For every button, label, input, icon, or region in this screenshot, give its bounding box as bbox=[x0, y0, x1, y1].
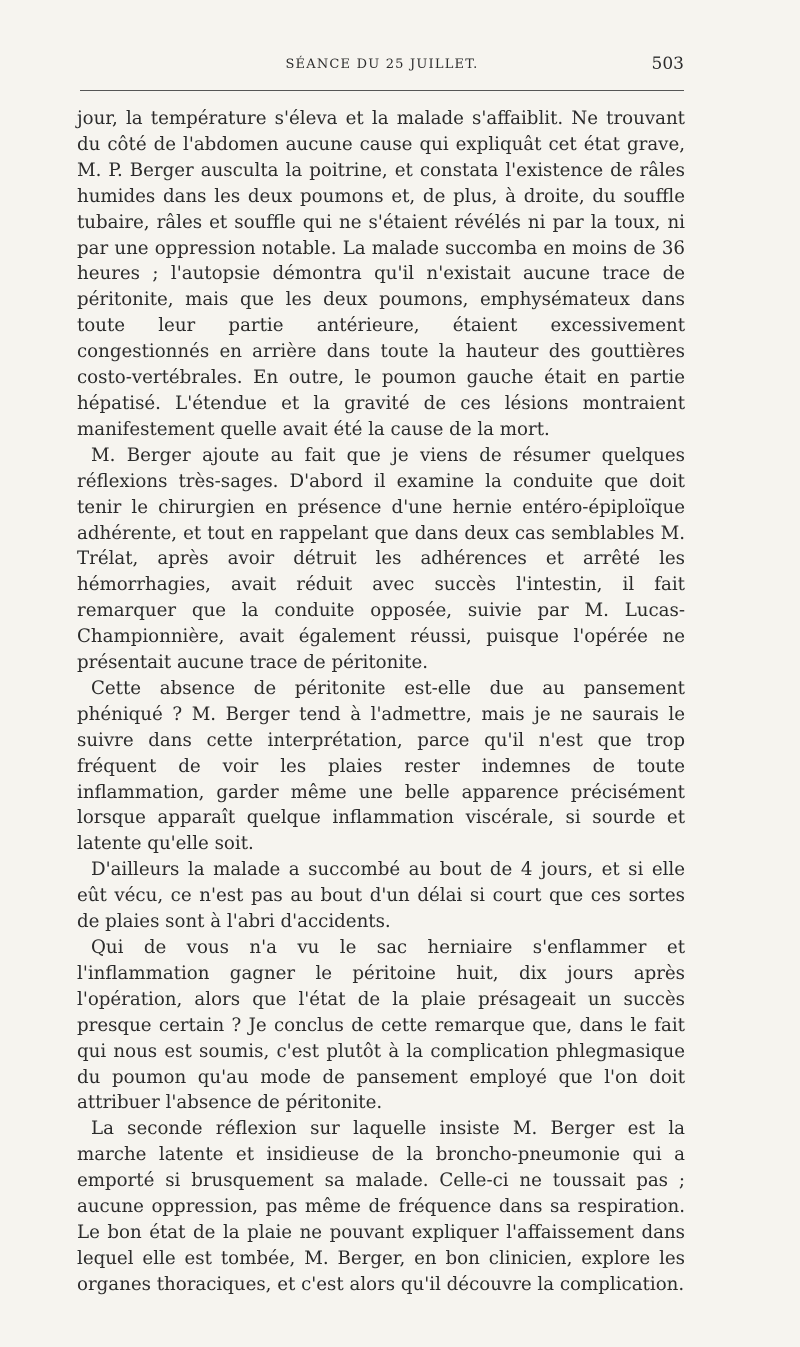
paragraph-5: Qui de vous n'a vu le sac herniaire s'enflammer et l'inflammation gagner le péritoine huit, dix jours après l'opération, alors que l'état de la plaie présageait un succès presque certain ? Je conclus de cette remarque que, dans le fait qui nous est soumis, c'est plutôt à la complication phlegmasique du poumon qu'au mode de pansement employé que l'on doit attribuer l'absence de péritonite. bbox=[77, 937, 685, 1114]
page-number: 503 bbox=[651, 54, 684, 74]
paragraph-4: D'ailleurs la malade a succombé au bout de 4 jours, et si elle eût vécu, ce n'est pas au bout d'un délai si court que ces sortes de plaies sont à l'abri d'accidents. bbox=[77, 859, 685, 933]
paragraph-6: La seconde réflexion sur laquelle insiste M. Berger est la marche latente et insidieuse de la broncho-pneumonie qui a emporté si brusquement sa malade. Celle-ci ne toussait pas ; aucune oppression, pas même de fréquence dans sa respiration. Le bon état de la plaie ne pouvant expliquer l'affaissement dans lequel elle est tombée, M. Berger, en bon clinicien, explore les organes thoraciques, et c'est alors qu'il découvre la complication. bbox=[77, 1118, 685, 1295]
paragraph-2: M. Berger ajoute au fait que je viens de résumer quelques réflexions très-sages. D'abord il examine la conduite que doit tenir le chirurgien en présence d'une hernie entéro-épiploïque adhérente, et tout en rappelant que dans deux cas semblables M. Trélat, après avoir détruit les adhérences et arrêté les hémorrhagies, avait réduit avec succès l'intestin, il fait remarquer que la conduite opposée, suivie par M. Lucas-Championnière, avait également réussi, puisque l'opérée ne présentait aucune trace de péritonite. bbox=[77, 444, 685, 674]
page-header bbox=[80, 54, 684, 83]
paragraph-1: jour, la température s'éleva et la malade s'affaiblit. Ne trouvant du côté de l'abdomen aucune cause qui expliquât cet état grave, M. P. Berger ausculta la poitrine, et constata l'existence de râles humides dans les deux poumons et, de plus, à droite, du souffle tubaire, râles et souffle qui ne s'étaient révélés ni par la toux, ni par une oppression notable. La malade succomba en moins de 36 heures ; l'autopsie démontra qu'il n'existait aucune trace de péritonite, mais que les deux poumons, emphysémateux dans toute leur partie antérieure, étaient excessivement congestionnés en arrière dans toute la hauteur des gouttières costo-vertébrales. En outre, le poumon gauche était en partie hépatisé. L'étendue et la gravité de ces lésions montraient manifestement quelle avait été la cause de la mort. bbox=[77, 108, 685, 440]
running-title: SÉANCE DU 25 JUILLET. bbox=[285, 57, 479, 72]
body-text bbox=[77, 106, 685, 1298]
header-rule bbox=[80, 90, 684, 91]
paragraph-3: Cette absence de péritonite est-elle due au pansement phéniqué ? M. Berger tend à l'admettre, mais je ne saurais le suivre dans cette interprétation, parce qu'il n'est que trop fréquent de voir les plaies rester indemnes de toute inflammation, garder même une belle apparence précisément lorsque apparaît quelque inflammation viscérale, si sourde et latente qu'elle soit. bbox=[77, 677, 685, 855]
